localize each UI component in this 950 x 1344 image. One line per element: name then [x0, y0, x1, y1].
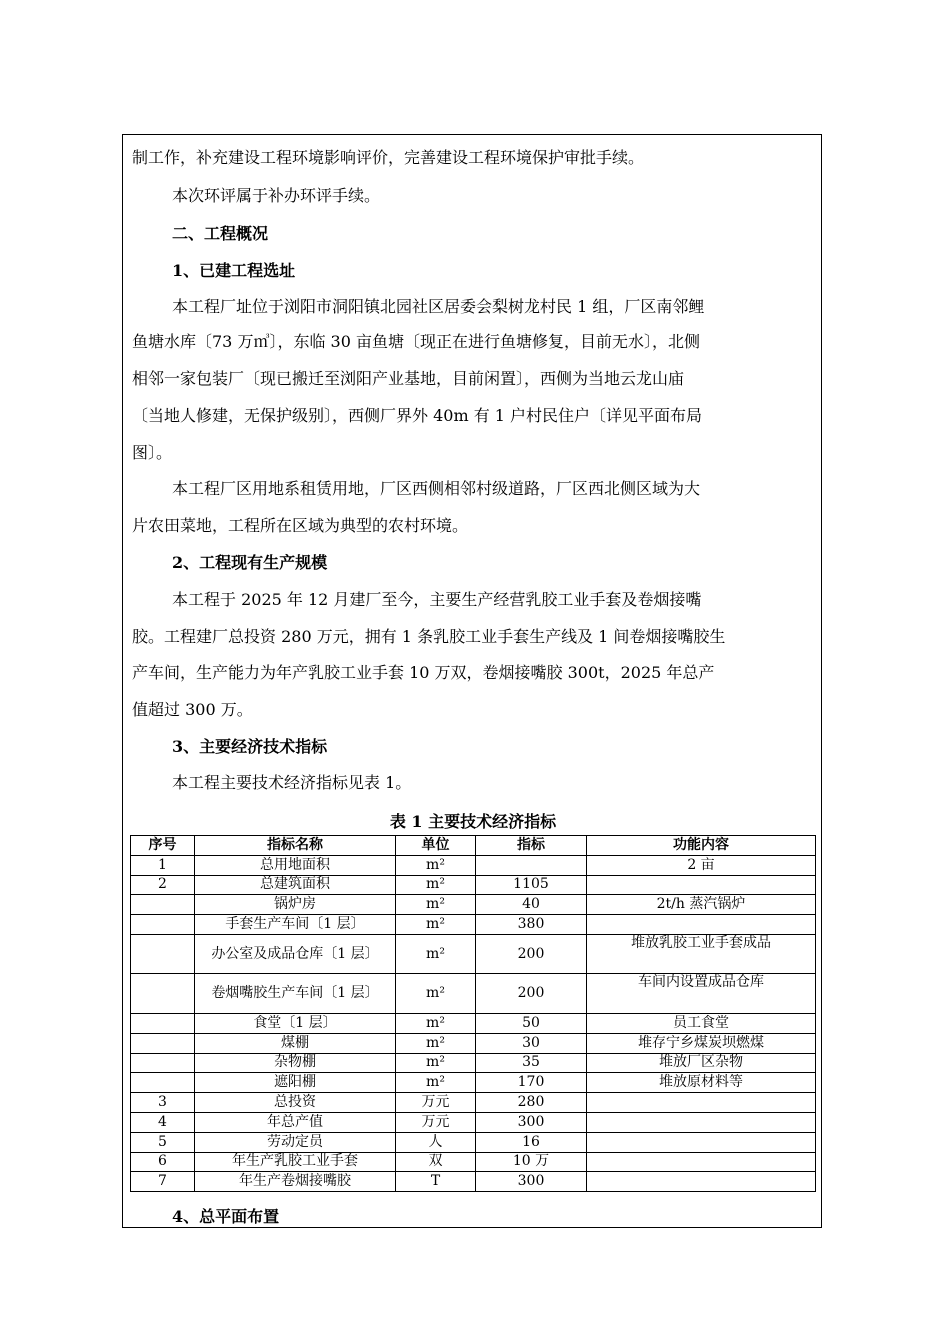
paragraph-line: 相邻一家包装厂〔现已搬迁至浏阳产业基地，目前闲置〕，西侧为当地云龙山庙 — [132, 369, 685, 388]
table-cell: 堆放乳胶工业手套成品 — [587, 934, 816, 974]
table-cell: 2t/h 蒸汽锅炉 — [587, 895, 816, 915]
table-cell: 年总产值 — [195, 1112, 396, 1132]
table-cell: 30 — [476, 1033, 587, 1053]
table-cell: 280 — [476, 1093, 587, 1113]
section-heading: 二、工程概况 — [172, 224, 269, 243]
table-caption: 表 1 主要技术经济指标 — [389, 812, 557, 831]
table-cell — [587, 1112, 816, 1132]
paragraph-line: 值超过 300 万。 — [132, 700, 253, 719]
economic-indicators-table — [130, 835, 816, 1192]
table-cell: 杂物棚 — [195, 1053, 396, 1073]
table-cell: m² — [396, 875, 476, 895]
paragraph-line: 图〕。 — [132, 443, 173, 462]
table-row — [131, 1172, 816, 1192]
table-cell: T — [396, 1172, 476, 1192]
table-cell: m² — [396, 934, 476, 974]
table-row — [131, 974, 816, 1014]
paragraph-line: 胶。工程建厂总投资 280 万元，拥有 1 条乳胶工业手套生产线及 1 间卷烟接嘴胶生 — [132, 627, 726, 646]
paragraph-line: 本工程厂区用地系租赁用地，厂区西侧相邻村级道路，厂区西北侧区域为大 — [172, 479, 701, 498]
column-header: 序号 — [131, 836, 195, 856]
table-cell: 堆存宁乡煤炭坝燃煤 — [587, 1033, 816, 1053]
column-header: 指标 — [476, 836, 587, 856]
table-cell: 40 — [476, 895, 587, 915]
table-cell — [131, 1053, 195, 1073]
paragraph-line: 本次环评属于补办环评手续。 — [172, 186, 381, 205]
table-cell — [587, 1172, 816, 1192]
table-cell: 50 — [476, 1013, 587, 1033]
table-row — [131, 875, 816, 895]
table-cell: m² — [396, 895, 476, 915]
table-cell: 35 — [476, 1053, 587, 1073]
table-cell: 5 — [131, 1132, 195, 1152]
column-header: 指标名称 — [195, 836, 396, 856]
table-cell: 员工食堂 — [587, 1013, 816, 1033]
table-cell: 170 — [476, 1073, 587, 1093]
table-row — [131, 1152, 816, 1172]
table-cell: m² — [396, 1033, 476, 1053]
table-cell — [587, 1132, 816, 1152]
table-cell: 2 — [131, 875, 195, 895]
table-row — [131, 1132, 816, 1152]
paragraph-line: 片农田菜地，工程所在区域为典型的农村环境。 — [132, 516, 469, 535]
table-cell: 卷烟嘴胶生产车间〔1 层〕 — [195, 974, 396, 1014]
table-cell: 锅炉房 — [195, 895, 396, 915]
table-cell — [587, 1093, 816, 1113]
table-cell: 7 — [131, 1172, 195, 1192]
table-cell: m² — [396, 1053, 476, 1073]
table-cell — [131, 915, 195, 935]
table-row — [131, 1073, 816, 1093]
table-row — [131, 855, 816, 875]
table-cell: 300 — [476, 1112, 587, 1132]
table-cell: m² — [396, 1073, 476, 1093]
subsection-heading: 1、已建工程选址 — [172, 261, 296, 280]
column-header: 单位 — [396, 836, 476, 856]
table-cell: 总用地面积 — [195, 855, 396, 875]
table-row — [131, 1093, 816, 1113]
table-cell — [587, 1152, 816, 1172]
table-cell: 1105 — [476, 875, 587, 895]
table-cell: 2 亩 — [587, 855, 816, 875]
table-cell: 堆放厂区杂物 — [587, 1053, 816, 1073]
table-row — [131, 1112, 816, 1132]
table-cell: 10 万 — [476, 1152, 587, 1172]
column-header: 功能内容 — [587, 836, 816, 856]
table-cell: 年生产卷烟接嘴胶 — [195, 1172, 396, 1192]
table-cell: 200 — [476, 934, 587, 974]
table-cell: 人 — [396, 1132, 476, 1152]
table-row — [131, 1033, 816, 1053]
table-cell — [131, 1013, 195, 1033]
table-cell: 380 — [476, 915, 587, 935]
table-cell: 1 — [131, 855, 195, 875]
table-row — [131, 895, 816, 915]
table-cell — [131, 895, 195, 915]
paragraph-line: 制工作，补充建设工程环境影响评价，完善建设工程环境保护审批手续。 — [132, 148, 645, 167]
table-cell — [587, 875, 816, 895]
table-cell: m² — [396, 915, 476, 935]
paragraph-line: 鱼塘水库〔73 万㎥〕，东临 30 亩鱼塘〔现正在进行鱼塘修复，目前无水〕，北侧 — [132, 332, 700, 351]
table-row — [131, 1013, 816, 1033]
table-row — [131, 915, 816, 935]
paragraph-line: 本工程于 2025 年 12 月建厂至今，主要生产经营乳胶工业手套及卷烟接嘴 — [172, 590, 702, 609]
table-cell: m² — [396, 855, 476, 875]
table-cell: 手套生产车间〔1 层〕 — [195, 915, 396, 935]
paragraph-line: 〔当地人修建，无保护级别〕，西侧厂界外 40m 有 1 户村民住户〔详见平面布局 — [132, 406, 703, 425]
table-cell: 办公室及成品仓库〔1 层〕 — [195, 934, 396, 974]
table-cell: 总投资 — [195, 1093, 396, 1113]
table-row — [131, 1053, 816, 1073]
table-cell — [131, 1073, 195, 1093]
subsection-heading: 4、总平面布置 — [172, 1207, 280, 1226]
table-cell: 遮阳棚 — [195, 1073, 396, 1093]
table-cell: 万元 — [396, 1093, 476, 1113]
table-cell: 煤棚 — [195, 1033, 396, 1053]
paragraph-line: 产车间，生产能力为年产乳胶工业手套 10 万双，卷烟接嘴胶 300t，2025 年总产 — [132, 663, 715, 682]
table-cell: 万元 — [396, 1112, 476, 1132]
table-cell: 300 — [476, 1172, 587, 1192]
table-row — [131, 934, 816, 974]
subsection-heading: 3、主要经济技术指标 — [172, 737, 328, 756]
table-cell: 16 — [476, 1132, 587, 1152]
table-cell: 堆放原材料等 — [587, 1073, 816, 1093]
table-cell — [131, 934, 195, 974]
table-cell: 3 — [131, 1093, 195, 1113]
table-cell: 200 — [476, 974, 587, 1014]
table-cell: 车间内设置成品仓库 — [587, 974, 816, 1014]
paragraph-line: 本工程主要技术经济指标见表 1。 — [172, 773, 412, 792]
table-cell: 劳动定员 — [195, 1132, 396, 1152]
table-cell: 6 — [131, 1152, 195, 1172]
paragraph-line: 本工程厂址位于浏阳市洞阳镇北园社区居委会梨树龙村民 1 组，厂区南邻鲤 — [172, 297, 705, 316]
table-cell: 食堂〔1 层〕 — [195, 1013, 396, 1033]
table-cell — [131, 974, 195, 1014]
table-cell — [131, 1033, 195, 1053]
table-cell: 4 — [131, 1112, 195, 1132]
table-cell — [587, 915, 816, 935]
table-cell: 总建筑面积 — [195, 875, 396, 895]
table-cell: 年生产乳胶工业手套 — [195, 1152, 396, 1172]
table-cell: m² — [396, 974, 476, 1014]
table-cell: m² — [396, 1013, 476, 1033]
subsection-heading: 2、工程现有生产规模 — [172, 553, 328, 572]
table-cell — [476, 855, 587, 875]
table-cell: 双 — [396, 1152, 476, 1172]
